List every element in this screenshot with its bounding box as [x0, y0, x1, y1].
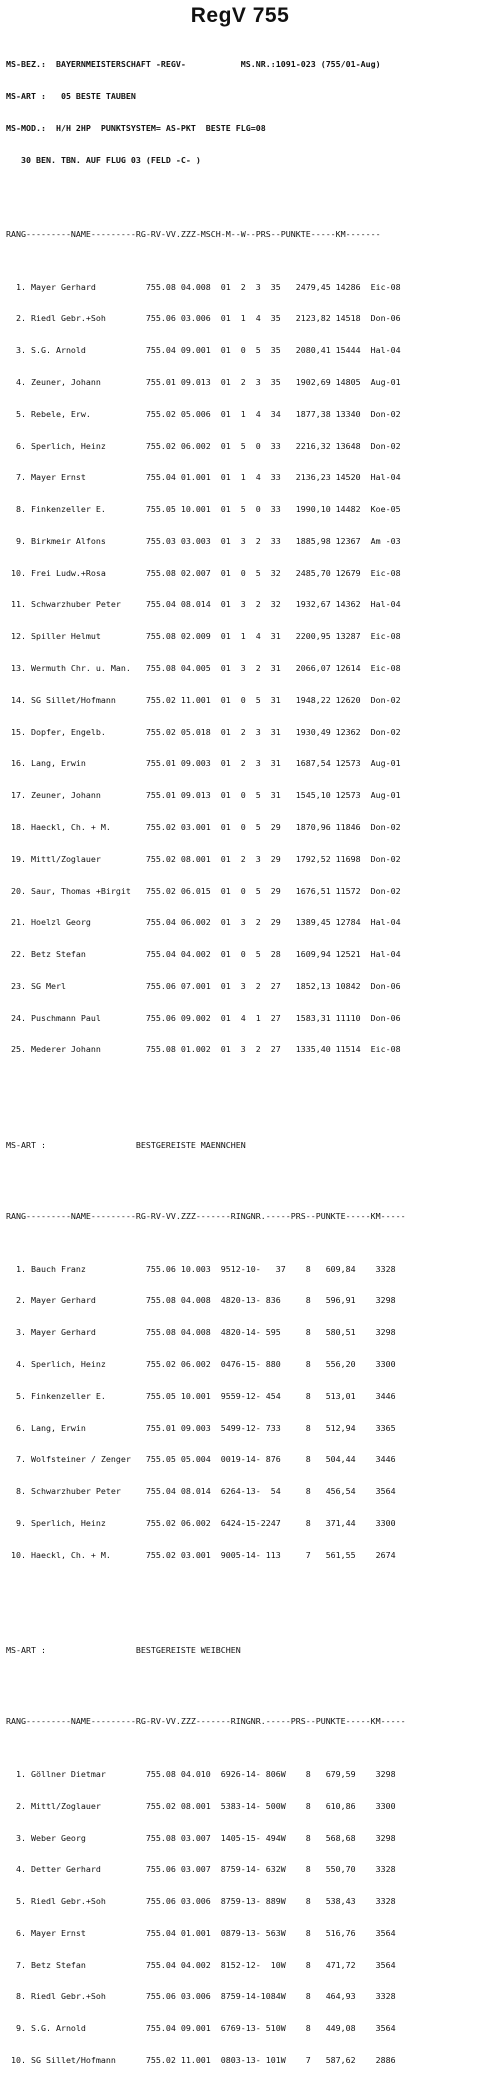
table-row: 9. Sperlich, Heinz 755.02 06.002 6424-15-2247 8 371,44 3300: [6, 1517, 396, 1528]
table-row: 4. Zeuner, Johann 755.01 09.013 01 2 3 35 1902,69 14805 Aug-01: [6, 377, 401, 387]
table-row: 5. Riedl Gebr.+Soh 755.06 03.006 8759-13- 889W 8 538,43 3328: [6, 1896, 396, 1907]
section2-column-header: RANG---------NAME---------RG-RV-VV.ZZZ-------RINGNR.-----PRS--PUNKTE-----KM-----: [6, 1210, 406, 1221]
table-row: 22. Betz Stefan 755.04 04.002 01 0 5 28 1609,94 12521 Hal-04: [6, 949, 401, 960]
spacer: [6, 1677, 474, 1695]
table-row: 4. Detter Gerhard 755.06 03.007 8759-14- 632W 8 550,70 3328: [6, 1864, 396, 1875]
header-line-count: 30 BEN. TBN. AUF FLUG 03 (FELD -C- ): [6, 154, 201, 165]
table-row: 16. Lang, Erwin 755.01 09.003 01 2 3 31 1687,54 12573 Aug-01: [6, 758, 401, 769]
table-row: 5. Finkenzeller E. 755.05 10.001 9559-12- 454 8 513,01 3446: [6, 1390, 396, 1401]
section1-column-header: RANG---------NAME---------RG-RV-VV.ZZZ-MSCH-M--W--PRS--PUNKTE-----KM-------: [6, 228, 381, 239]
table-row: 25. Mederer Johann 755.08 01.002 01 3 2 27 1335,40 11514 Eic-08: [6, 1044, 401, 1055]
result-list-document: [6, 38, 474, 2097]
table-row: 18. Haeckl, Ch. + M. 755.02 03.001 01 0 5 29 1870,96 11846 Don-02: [6, 821, 401, 832]
table-row: 8. Finkenzeller E. 755.05 10.001 01 5 0 33 1990,10 14482 Koe-05: [6, 504, 401, 515]
table-row: 14. SG Sillet/Hofmann 755.02 11.001 01 0 5 31 1948,22 12620 Don-02: [6, 694, 401, 705]
table-row: 3. Mayer Gerhard 755.08 04.008 4820-14- 595 8 580,51 3298: [6, 1327, 396, 1338]
spacer: [6, 1172, 474, 1190]
table-row: 20. Saur, Thomas +Birgit 755.02 06.015 01 0 5 29 1676,51 11572 Don-02: [6, 885, 401, 896]
table-row: 3. S.G. Arnold 755.04 09.001 01 0 5 35 2080,41 15444 Hal-04: [6, 345, 401, 356]
table-row: 17. Zeuner, Johann 755.01 09.013 01 0 5 31 1545,10 12573 Aug-01: [6, 790, 401, 801]
page-title: RegV 755: [190, 4, 290, 27]
table-row: 8. Schwarzhuber Peter 755.04 08.014 6264-13- 54 8 456,54 3564: [6, 1486, 396, 1497]
section3-rows: [6, 1748, 474, 2087]
table-row: 3. Weber Georg 755.08 03.007 1405-15- 494W 8 568,68 3298: [6, 1832, 396, 1843]
table-row: 1. Mayer Gerhard 755.08 04.008 01 2 3 35 2479,45 14286 Eic-08: [6, 281, 401, 292]
header-line-mode: MS-MOD.: H/H 2HP PUNKTSYSTEM= AS-PKT BESTE FLG=08: [6, 122, 266, 133]
table-row: 6. Mayer Ernst 755.04 01.001 0879-13- 563W 8 516,76 3564: [6, 1927, 396, 1938]
spacer: [6, 1108, 474, 1119]
table-row: 6. Lang, Erwin 755.01 09.003 5499-12- 733 8 512,94 3365: [6, 1422, 396, 1433]
table-row: 10. Haeckl, Ch. + M. 755.02 03.001 9005-14- 113 7 561,55 2674: [6, 1549, 396, 1560]
section3-art: MS-ART : BESTGEREISTE WEIBCHEN: [6, 1645, 241, 1656]
table-row: 24. Puschmann Paul 755.06 09.002 01 4 1 27 1583,31 11110 Don-06: [6, 1012, 401, 1023]
section2-rows: [6, 1243, 474, 1582]
table-row: 7. Mayer Ernst 755.04 01.001 01 1 4 33 2136,23 14520 Hal-04: [6, 472, 401, 483]
table-row: 5. Rebele, Erw. 755.02 05.006 01 1 4 34 1877,38 13340 Don-02: [6, 408, 401, 419]
table-row: 4. Sperlich, Heinz 755.02 06.002 0476-15- 880 8 556,20 3300: [6, 1359, 396, 1370]
table-row: 11. Schwarzhuber Peter 755.04 08.014 01 3 2 32 1932,67 14362 Hal-04: [6, 599, 401, 610]
table-row: 10. SG Sillet/Hofmann 755.02 11.001 0803-13- 101W 7 587,62 2886: [6, 2055, 396, 2066]
table-row: 9. Birkmeir Alfons 755.03 03.003 01 3 2 33 1885,98 12367 Am -03: [6, 535, 401, 546]
table-row: 21. Hoelzl Georg 755.04 06.002 01 3 2 29 1389,45 12784 Hal-04: [6, 917, 401, 928]
table-row: 19. Mittl/Zoglauer 755.02 08.001 01 2 3 29 1792,52 11698 Don-02: [6, 853, 401, 864]
table-row: 23. SG Merl 755.06 07.001 01 3 2 27 1852,13 10842 Don-06: [6, 980, 401, 991]
table-row: 6. Sperlich, Heinz 755.02 06.002 01 5 0 33 2216,32 13648 Don-02: [6, 440, 401, 451]
table-row: 1. Bauch Franz 755.06 10.003 9512-10- 37 8 609,84 3328: [6, 1263, 396, 1274]
table-row: 8. Riedl Gebr.+Soh 755.06 03.006 8759-14-1084W 8 464,93 3328: [6, 1991, 396, 2002]
table-row: 9. S.G. Arnold 755.04 09.001 6769-13- 510W 8 449,08 3564: [6, 2023, 396, 2034]
table-row: 10. Frei Ludw.+Rosa 755.08 02.007 01 0 5 32 2485,70 12679 Eic-08: [6, 567, 401, 578]
header-line-art: MS-ART : 05 BESTE TAUBEN: [6, 90, 136, 101]
section2-art: MS-ART : BESTGEREISTE MAENNCHEN: [6, 1139, 246, 1150]
section1-rows: [6, 260, 474, 1076]
table-row: 2. Mittl/Zoglauer 755.02 08.001 5383-14- 500W 8 610,86 3300: [6, 1800, 396, 1811]
table-row: 2. Riedl Gebr.+Soh 755.06 03.006 01 1 4 35 2123,82 14518 Don-06: [6, 313, 401, 324]
spacer: [6, 186, 474, 197]
section3-column-header: RANG---------NAME---------RG-RV-VV.ZZZ-------RINGNR.-----PRS--PUNKTE-----KM-----: [6, 1716, 406, 1727]
header-line-competition: MS-BEZ.: BAYERNMEISTERSCHAFT -REGV- MS.NR.:1091-023 (755/01-Aug): [6, 59, 381, 70]
spacer: [6, 1613, 474, 1624]
table-row: 7. Wolfsteiner / Zenger 755.05 05.004 0019-14- 876 8 504,44 3446: [6, 1454, 396, 1465]
table-row: 13. Wermuth Chr. u. Man. 755.08 04.005 01 3 2 31 2066,07 12614 Eic-08: [6, 663, 401, 674]
table-row: 1. Göllner Dietmar 755.08 04.010 6926-14- 806W 8 679,59 3298: [6, 1769, 396, 1779]
table-row: 7. Betz Stefan 755.04 04.002 8152-12- 10W 8 471,72 3564: [6, 1959, 396, 1970]
table-row: 15. Dopfer, Engelb. 755.02 05.018 01 2 3 31 1930,49 12362 Don-02: [6, 726, 401, 737]
table-row: 12. Spiller Helmut 755.08 02.009 01 1 4 31 2200,95 13287 Eic-08: [6, 631, 401, 642]
table-row: 2. Mayer Gerhard 755.08 04.008 4820-13- 836 8 596,91 3298: [6, 1295, 396, 1306]
